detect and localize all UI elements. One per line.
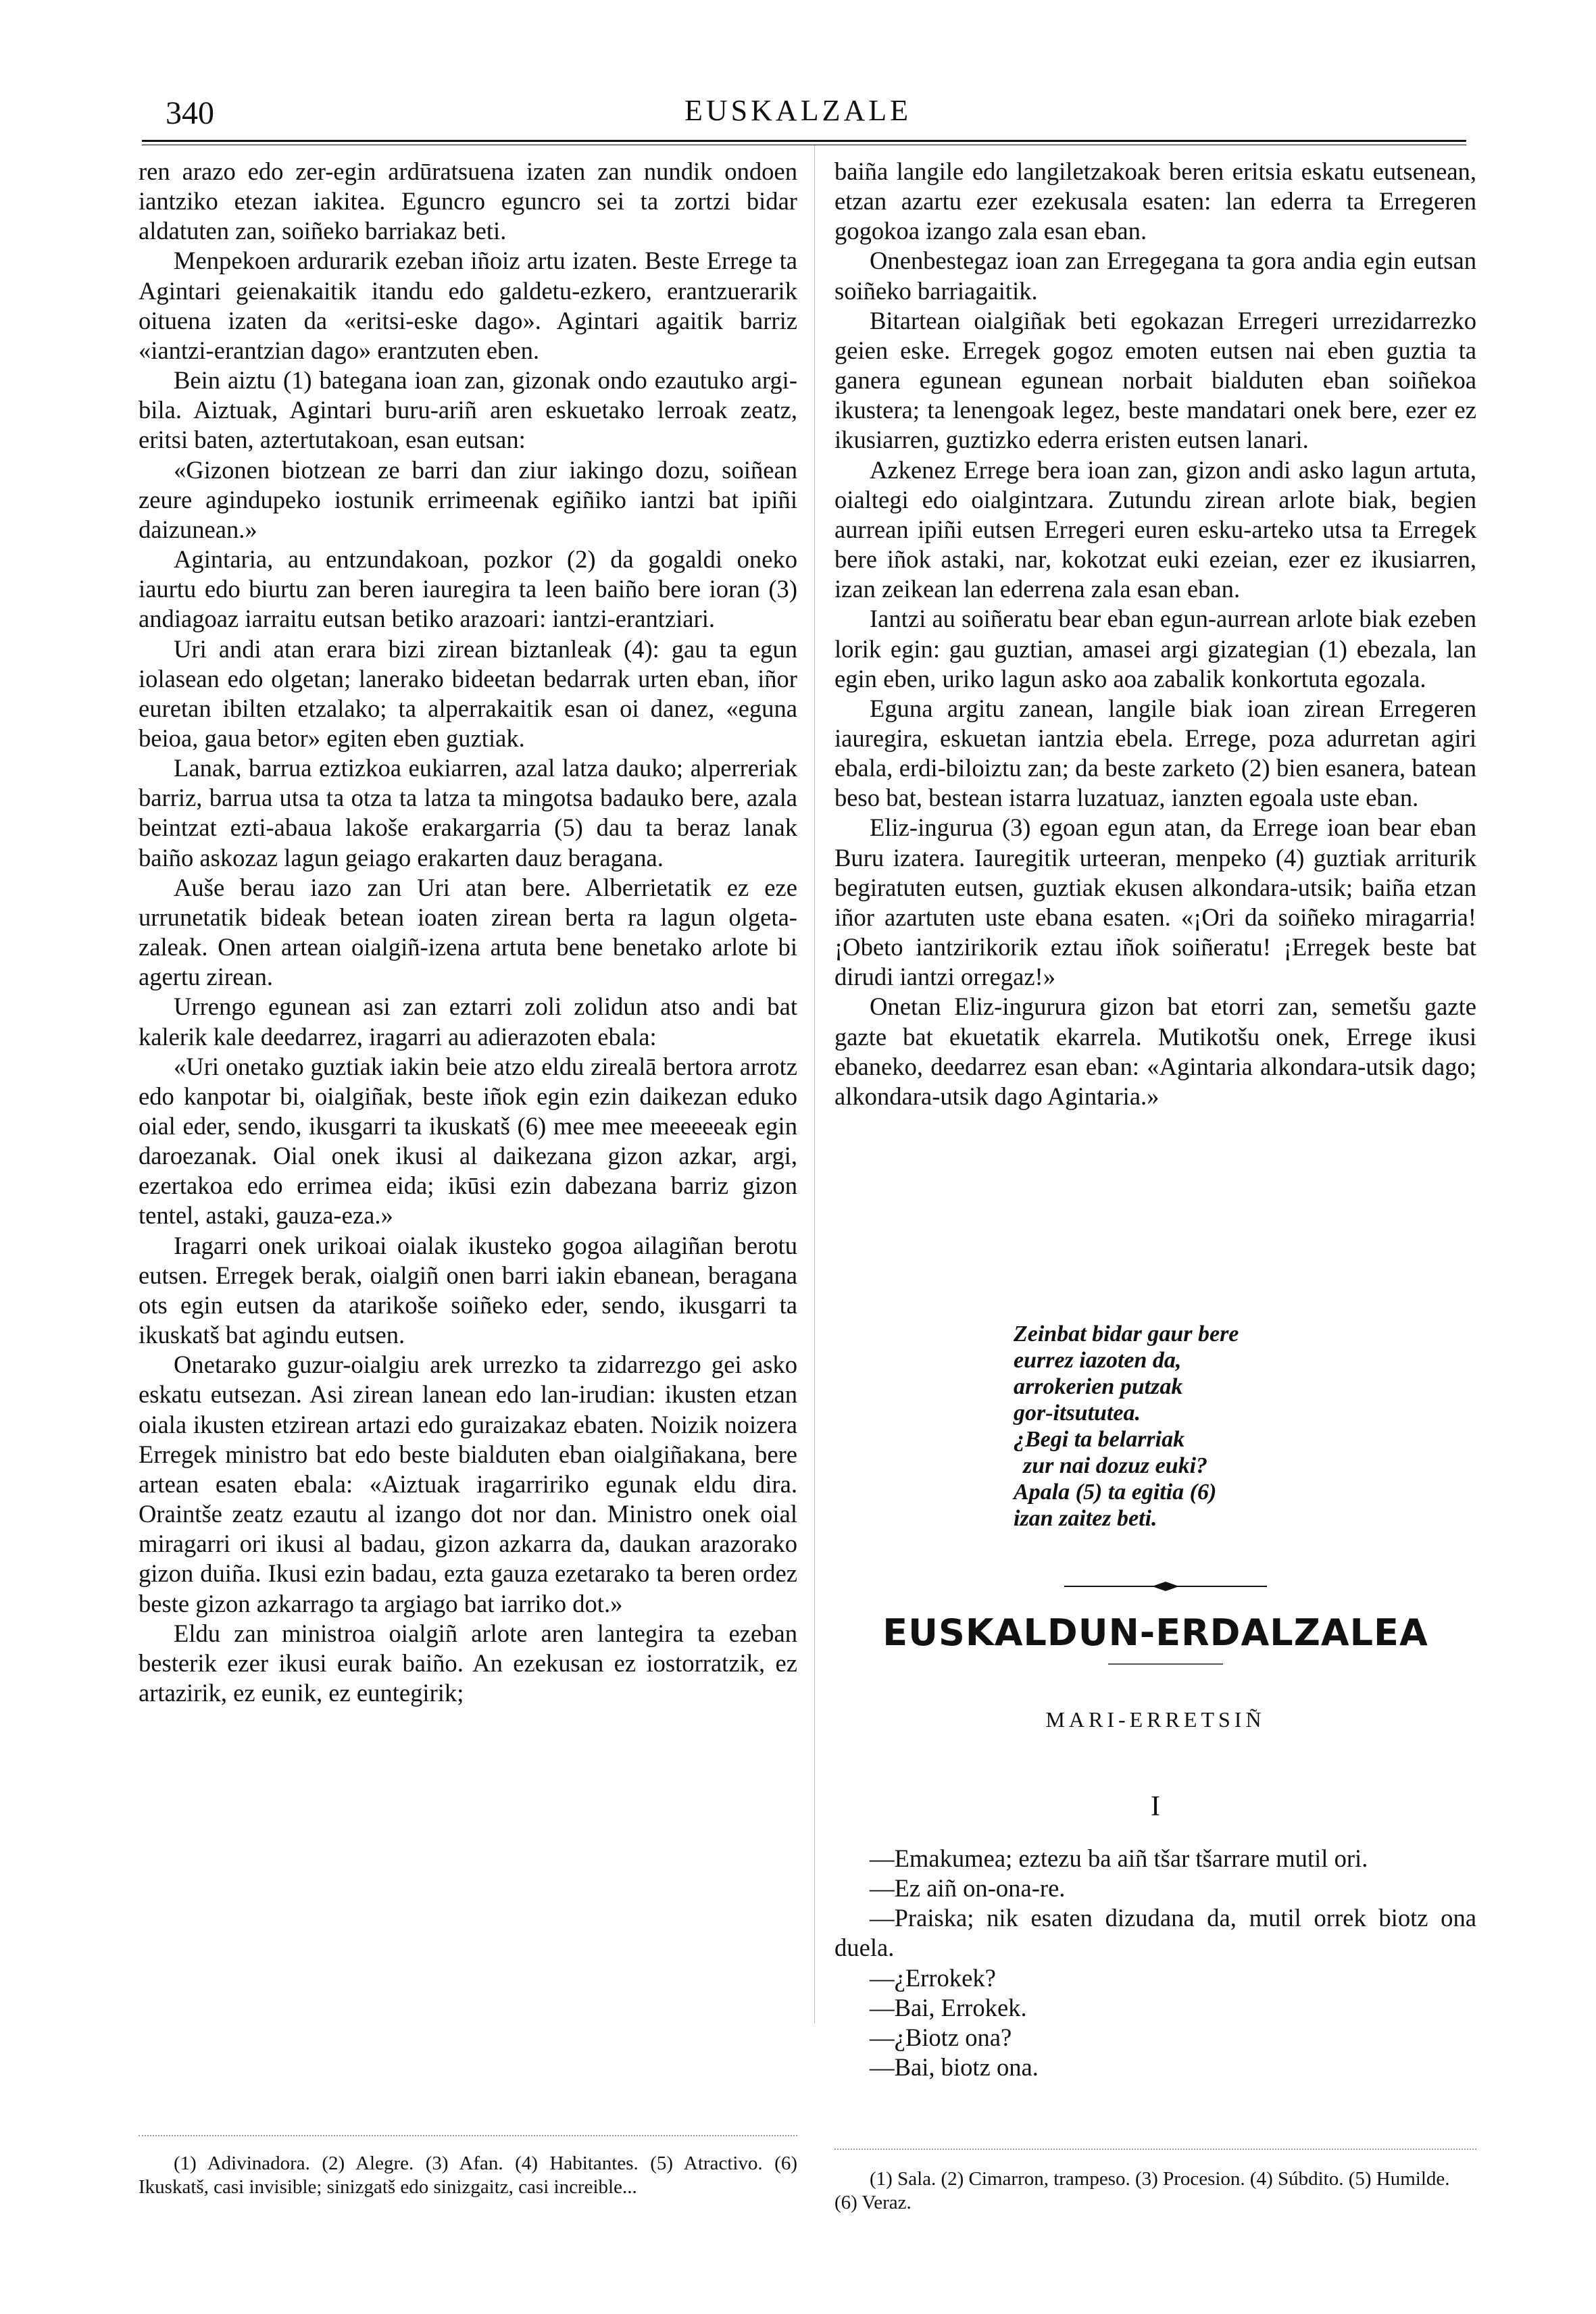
paragraph: Azkenez Errege bera ioan zan, gizon andi asko lagun artuta, oialtegi edo oialgintzara. Zutundu zirean arlote biak, begien aurrean ipiñi eutsen Erregeri euren esku-arteko utsa ta Erregek bere iñok astaki, nar, kokotzat euki ezeian, ezer ez ikusiarren, izan zeikean lan ederrena zala esan eban. — [834, 455, 1476, 603]
dialogue-line: —Bai, biotz ona. — [870, 2053, 1039, 2082]
dialogue-line: —¿Biotz ona? — [870, 2023, 1012, 2051]
paragraph: Eldu zan ministroa oialgiñ arlote aren lantegira ta ezeban besterik ezer ikusi eurak baiño. An ezekusan ez iostorratzik, ez artazirik, ez eunik, ez euntegirik; — [139, 1619, 797, 1707]
dialogue-line: —Ez aiñ on-ona-re. — [870, 1874, 1066, 1903]
section-title: EUSKALDUN-ERDALZALEA — [882, 1611, 1428, 1654]
footnote-rule — [834, 2148, 1476, 2150]
paragraph: Agintaria, au entzundakoan, pozkor (2) da gogaldi oneko iaurtu edo biurtu zan beren iauregira ta leen baiño bere ioran (3) andiagoaz iarraitu eutsan betiko arazoari: iantzi-erantziari. — [139, 545, 797, 633]
paragraph: Eliz-ingurua (3) egoan egun atan, da Errege ioan bear eban Buru izatera. Iauregitik urteeran, menpeko (4) guztiak arriturik begiratuten eutsen, guztiak ekusen alkondara-utsik; baiña etzan iñor azartuten uste ebana esaten. «¡Ori da soiñeko miragarria! ¡Obeto iantzirikorik eztau iñok soiñeratu! ¡Erregek beste bat dirudi iantzi orregaz!» — [834, 813, 1476, 991]
paragraph: ren arazo edo zer-egin ardūratsuena izaten zan nundik ondoen iantziko etezan iakitea. Eguncro eguncro sei ta zortzi bidar aldatuten zan, soiñeko barriakaz beti. — [139, 157, 797, 245]
dialogue — [834, 1844, 1476, 2082]
paragraph: Bein aiztu (1) bategana ioan zan, gizonak ondo ezautuko argi-bila. Aiztuak, Agintari buru-ariñ aren eskuetako lerroak zeatz, eritsi baten, aztertutakoan, esan eutsan: — [139, 366, 797, 454]
paragraph: Urrengo egunean asi zan eztarri zoli zolidun atso andi bat kalerik kale deedarrez, iragarri au adierazoten ebala: — [139, 992, 797, 1051]
verse-line: izan zaitez beti. — [1014, 1506, 1157, 1531]
right-column — [834, 157, 1476, 1305]
paragraph: Onetarako guzur-oialgiu arek urrezko ta zidarrezgo gei asko eskatu eutsezan. Asi zirean lanean edo lan-irudian: ikusten etzan oiala ikusten etzirean artazi edo guraizakaz ebaten. Noizik noizera Erregek ministro bat edo beste bialduten eban oialgiñakana, bere artean esaten ebala: «Aiztuak iragarririko egunak eldu dira. Oraintše zeatz ezautu al izango dot nor dan. Ministro onek oial miragarri ori ikusi al badau, gizon azkarra da, daukan arazorako gizon duiña. Ikusi ezin badau, ezta gauza ezetarako ta beren ordez beste gizon azkarrago ta argiago bat iarriko dot.» — [139, 1351, 797, 1617]
header-rule-thick — [142, 140, 1466, 142]
dialogue-line: —¿Errokek? — [870, 1963, 996, 1992]
paragraph: «Gizonen biotzean ze barri dan ziur iakingo dozu, soiñean zeure agindupeko iostunik errimeenak egiñiko iantzi bat ipiñi daizunean.» — [139, 455, 797, 543]
verse-line: zur nai dozuz euki? — [1023, 1453, 1208, 1478]
verse-line: arrokerien putzak — [1014, 1374, 1183, 1399]
dialogue-line: —Praiska; nik esaten dizudana da, mutil orrek biotz ona duela. — [834, 1904, 1476, 1962]
dialogue-line: —Emakumea; eztezu ba aiñ tšar tšarrare mutil ori. — [870, 1844, 1368, 1872]
footnote-text: (1) Sala. (2) Cimarron, trampeso. (3) Procesion. (4) Súbdito. (5) Humilde. (6) Veraz. — [834, 2168, 1450, 2213]
verse-line: gor-itsututea. — [1014, 1401, 1141, 1426]
verse-line: Zeinbat bidar gaur bere — [1014, 1322, 1239, 1347]
verse-line: ¿Begi ta belarriak — [1014, 1427, 1185, 1452]
running-title: EUSKALZALE — [684, 94, 912, 127]
footnotes-right — [834, 2167, 1476, 2215]
footnotes-left — [139, 2152, 797, 2199]
paragraph: Onenbestegaz ioan zan Erregegana ta gora andia egin eutsan soiñeko barriagaitik. — [834, 247, 1476, 305]
dialogue-line: —Bai, Errokek. — [870, 1993, 1027, 2021]
verse-line: Apala (5) ta egitia (6) — [1014, 1480, 1217, 1505]
paragraph: Auše berau iazo zan Uri atan bere. Alberrietatik ez eze urrunetatik bideak betean ioaten zirean berta ra lagun olgeta-zaleak. Onen artean oialgiñ-izena artuta bene benetako arlote bi agertu zirean. — [139, 873, 797, 991]
closing-verse — [1014, 1321, 1365, 1532]
paragraph: Onetan Eliz-ingurura gizon bat etorri zan, semetšu gazte gazte bat ekuetatik ekarrela. Mutikotšu onek, Errege ikusi ebaneko, deedarrez esan eban: «Agintaria alkondara-utsik dago; alkondara-utsik dago Agintaria.» — [834, 992, 1476, 1110]
footnote-text: (1) Adivinadora. (2) Alegre. (3) Afan. (4) Habitantes. (5) Atractivo. (6) Ikuskatš, casi invisible; sinizgatš edo sinizgaitz, casi increible... — [139, 2153, 797, 2198]
verse-line: eurrez iazoten da, — [1014, 1348, 1182, 1373]
paragraph: Uri andi atan erara bizi zirean biztanleak (4): gau ta egun iolasean edo olgetan; lanerako bideetan bedarrak urten eban, iñor euretan ibilten etzalako; ta alperrakaitik esan oi danez, «eguna beioa, gaua betor» egiten eben guztiak. — [139, 634, 797, 752]
paragraph: baiña langile edo langiletzakoak beren eritsia eskatu eutsenean, etzan azartu ezer ezekusala esaten: lan ederra ta Erregeren gogokoa izango zala esan eban. — [834, 157, 1476, 245]
paragraph: Eguna argitu zanean, langile biak ioan zirean Erregeren iauregira, eskuetan iantzia ebela. Errege, poza adurretan agiri ebala, erdi-biloiztu zan; da beste zarketo (2) bien esanera, batean beso bat, bestean istarra luzatuaz, ianzten egoala uste eban. — [834, 694, 1476, 812]
chapter-number: I — [1151, 1791, 1160, 1822]
title-underline — [1108, 1663, 1223, 1665]
paragraph: «Uri onetako guztiak iakin beie atzo eldu zirealā bertora arrotz edo kanpotar bi, oialgiñak, beste iñok egin ezin daikezan eduko oial eder, sendo, ikusgarri ta ikuskatš (6) mee mee meeeeeak egin daroezanak. Oial onek ikusi al daikezana gizon azkar, argi, ezertakoa edo errimea eida; ikūsi ezin dabezana barriz gizon tentel, astaki, gauza-eza.» — [139, 1052, 797, 1230]
paragraph: Lanak, barrua eztizkoa eukiarren, azal latza dauko; alperreriak barriz, barrua utsa ta otza ta latza ta mingotsa badauko bere, azala beintzat ezti-abaua lakoše erakargarria (5) dau ta beraz lanak baiño askozaz lagun geiago erakarten dauz beragana. — [139, 754, 797, 872]
footnote-rule — [139, 2135, 797, 2137]
column-divider — [814, 145, 815, 2023]
left-column — [139, 157, 797, 2028]
page-number: 340 — [166, 95, 214, 131]
section-author: MARI-ERRETSIÑ — [1045, 1707, 1266, 1732]
paragraph: Menpekoen ardurarik ezeban iñoiz artu izaten. Beste Errege ta Agintari geienakaitik itandu edo galdetu-ezkero, erantzuerarik oituena izaten da «eritsi-eske dago». Agintari agaitik barriz «iantzi-erantzian dago» erantzuten eben. — [139, 247, 797, 364]
paragraph: Iantzi au soiñeratu bear eban egun-aurrean arlote biak ezeben lorik egin: gau guztian, amasei argi gizategian (1) ebezala, lan egin eben, uriko lagun asko aoa zabalik konkortuta egozala. — [834, 605, 1476, 693]
paragraph: Iragarri onek urikoai oialak ikusteko gogoa ailagiñan berotu eutsen. Erregek berak, oialgiñ onen barri iakin ebanean, beragana ots egin eutsen da atarikoše soiñeko eder, sendo, ikusgarri ta ikuskatš bat agindu eutsen. — [139, 1231, 797, 1349]
section-ornament-icon — [1064, 1580, 1267, 1593]
paragraph: Bitartean oialgiñak beti egokazan Erregeri urrezidarrezko geien eske. Erregek gogoz emoten eutsen nai eben guztia ta ganera egunean egunean norbait bialduten eban soiñekoa ikustera; ta lenengoak legez, beste mandatari onek bere, ezer ez ikusiarren, guztizko ederra eristen eutsen lanari. — [834, 306, 1476, 454]
